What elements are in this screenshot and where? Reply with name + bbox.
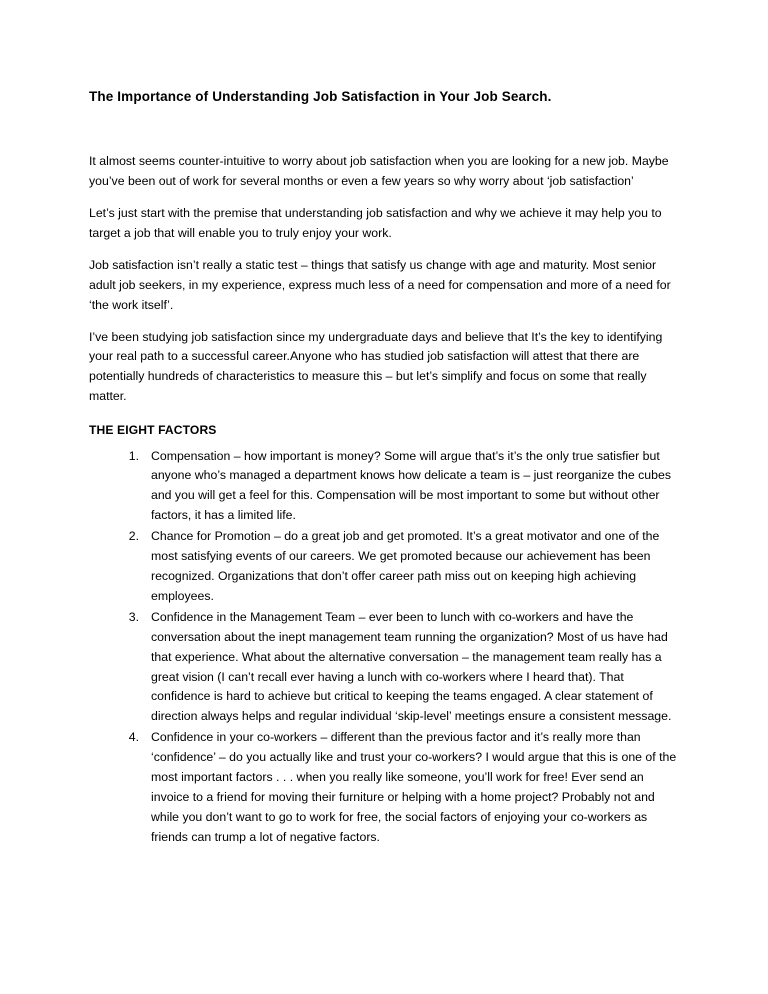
list-item: Confidence in the Management Team – ever been to lunch with co-workers and have the conversation about the inept management team running the organization? Most of us have had that experience. What about the alternative conversation – the management team really has a great vision (I can’t recall ever having a lunch with co-workers where I heard that). That confidence is hard to achieve but critical to keeping the teams engaged. A clear statement of direction always helps and regular individual ‘skip-level’ meetings ensure a consistent message. [151,609,672,724]
page-title: The Importance of Understanding Job Satisfaction in Your Job Search. [89,89,552,104]
title-spacer [89,106,679,152]
paragraph-4: I’ve been studying job satisfaction since my undergraduate days and believe that It’s the key to identifying your real path to a successful career.Anyone who has studied job satisfaction will attest that there are potentially hundreds of characteristics to measure this – but let’s simplify and focus on some that really matter. [89,329,663,404]
list-item: Compensation – how important is money? Some will argue that’s it’s the only true satisfier but anyone who’s managed a department knows how delicate a team is – just reorganize the cubes and you will get a feel for this. Compensation will be most important to some but without other factors, it has a limited life. [151,448,671,523]
list-item: Confidence in your co-workers – different than the previous factor and it’s really more than ‘confidence’ – do you actually like and trust your co-workers? I would argue that this is one of the most important factors . . . when you really like someone, you’ll work for free! Ever send an invoice to a friend for moving their furniture or helping with a home project? Probably not and while you don’t want to go to work for free, the social factors of enjoying your co-workers as friends can trump a lot of negative factors. [151,730,677,844]
section-heading: THE EIGHT FACTORS [89,423,217,438]
factors-list [89,447,679,848]
paragraph-2: Let’s just start with the premise that understanding job satisfaction and why we achieve it may help you to target a job that will enable you to truly enjoy your work. [89,206,662,240]
paragraph-1: It almost seems counter-intuitive to worry about job satisfaction when you are looking for a new job. Maybe you’ve been out of work for several months or even a few years so why worry about ‘job satisfaction’ [89,154,669,189]
list-item: Chance for Promotion – do a great job and get promoted. It’s a great motivator and one of the most satisfying events of our careers. We get promoted because our achievement has been recognized. Organizations that don’t offer career path miss out on keeping high achieving employees. [151,529,660,603]
paragraph-3: Job satisfaction isn’t really a static test – things that satisfy us change with age and maturity. Most senior adult job seekers, in my experience, express much less of a need for compensation and more of a need for ‘the work itself’. [89,257,671,312]
